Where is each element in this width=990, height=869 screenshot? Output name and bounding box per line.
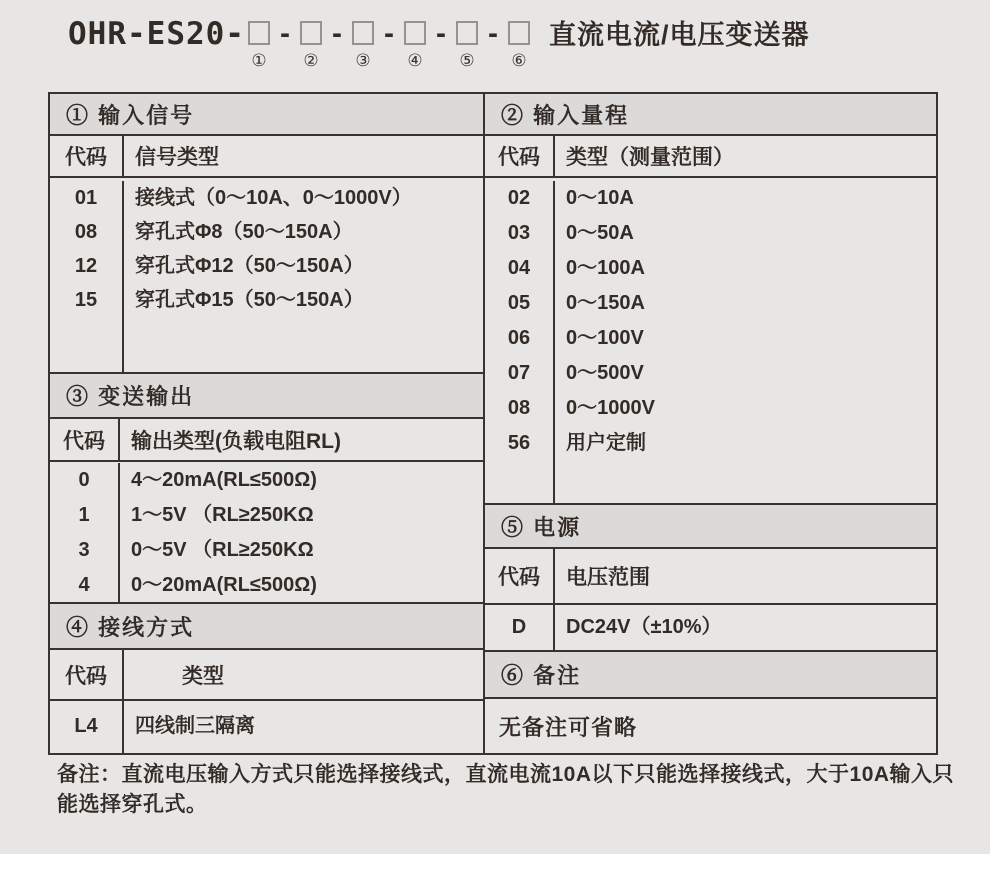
type-cell: 0～1000V [566,397,655,419]
type-column [555,181,936,503]
type-cell: 用户定制 [566,432,646,454]
type-cell: 接线式（0～10A、0～1000V） [135,187,412,209]
data-block-output [50,462,483,604]
dash-separator: - [435,17,446,50]
position-marker-6: ⑥ [511,51,527,70]
type-cell: DC24V（±10%） [566,616,722,638]
model-segment-6 [505,16,533,70]
model-box-icon [352,21,374,45]
position-marker-2: ② [303,51,319,70]
header-row-input-signal [50,136,483,178]
code-cell: 04 [507,257,531,279]
code-cell: 3 [78,539,90,561]
type-cell: 0～5V （RL≥250KΩ [131,539,314,561]
column-header-code: 代码 [50,136,124,176]
code-column [50,701,124,753]
type-column [124,701,483,753]
footnote: 备注：直流电压输入方式只能选择接线式，直流电流10A以下只能选择接线式，大于10A输入只能选择穿孔式。 [57,763,955,816]
column-header-code: 代码 [50,650,124,699]
code-cell: 01 [74,187,98,209]
position-marker-4: ④ [407,51,423,70]
column-header-type: 输出类型(负载电阻RL) [131,429,341,453]
code-cell: 05 [507,292,531,314]
data-block-wiring [50,701,483,753]
dash-separator: - [279,17,290,50]
model-box-icon [508,21,530,45]
ordering-table [48,92,938,755]
code-cell: 03 [507,222,531,244]
code-column [485,181,555,503]
code-cell: 07 [507,362,531,384]
data-block-input-range [485,178,936,505]
code-cell: 12 [74,255,98,277]
code-cell: 56 [507,432,531,454]
type-cell: 0～150A [566,292,645,314]
type-cell: 1～5V （RL≥250KΩ [131,504,314,526]
type-cell: 0～10A [566,187,634,209]
code-column [50,463,120,602]
section-title-remarks: ⑥ 备注 [485,652,936,699]
column-header-type: 电压范围 [566,566,650,589]
column-header-type: 类型 [182,664,224,688]
header-row-input-range [485,136,936,178]
model-segment-1 [245,16,273,70]
code-cell: 0 [78,469,90,491]
header-row-output [50,419,483,462]
section-title-input-signal: ① 输入信号 [50,94,483,136]
column-header-type: 类型（测量范围） [566,146,734,169]
page-title: 直流电流/电压变送器 [548,20,810,50]
section-title-input-range: ② 输入量程 [485,94,936,136]
code-column [50,181,124,372]
code-column [485,605,555,650]
code-cell: 08 [74,221,98,243]
type-cell: 0～100V [566,327,644,349]
code-cell: 06 [507,327,531,349]
model-box-icon [300,21,322,45]
type-column [124,181,483,372]
dash-separator: - [487,17,498,50]
remarks-text: 无备注可省略 [499,714,638,740]
data-block-power [485,605,936,652]
type-column [555,605,936,650]
type-cell: 四线制三隔离 [135,715,255,737]
table-right-column [485,94,936,753]
column-header-type: 信号类型 [135,146,219,169]
type-cell: 0～100A [566,257,645,279]
model-segment-5 [453,16,481,70]
header-row-power [485,549,936,605]
type-cell: 0～50A [566,222,634,244]
model-segment-3 [349,16,377,70]
table-left-column [50,94,485,753]
position-marker-3: ③ [355,51,371,70]
column-header-code: 代码 [485,136,555,176]
section-title-output: ③ 变送输出 [50,374,483,419]
code-cell: L4 [74,715,98,737]
position-marker-1: ① [251,51,267,70]
position-marker-5: ⑤ [459,51,475,70]
model-box-icon [404,21,426,45]
type-cell: 0～500V [566,362,644,384]
code-cell: D [511,616,527,638]
model-number-line [68,16,810,70]
type-cell: 穿孔式Φ8（50～150A） [135,221,353,243]
code-cell: 15 [74,289,98,311]
model-segment-4 [401,16,429,70]
type-cell: 0～20mA(RL≤500Ω) [131,574,317,596]
model-box-icon [456,21,478,45]
model-prefix: OHR-ES20- [68,16,245,52]
header-row-wiring [50,650,483,701]
section-title-power: ⑤ 电源 [485,505,936,549]
model-segment-2 [297,16,325,70]
code-cell: 4 [78,574,90,596]
dash-separator: - [383,17,394,50]
type-column [120,463,483,602]
code-cell: 08 [507,397,531,419]
data-block-input-signal [50,178,483,374]
type-cell: 穿孔式Φ15（50～150A） [135,289,364,311]
type-cell: 穿孔式Φ12（50～150A） [135,255,364,277]
column-header-code: 代码 [485,549,555,603]
dash-separator: - [331,17,342,50]
section-title-wiring: ④ 接线方式 [50,604,483,650]
model-box-icon [248,21,270,45]
column-header-code: 代码 [50,419,120,460]
code-cell: 1 [78,504,90,526]
code-cell: 02 [507,187,531,209]
type-cell: 4～20mA(RL≤500Ω) [131,469,317,491]
